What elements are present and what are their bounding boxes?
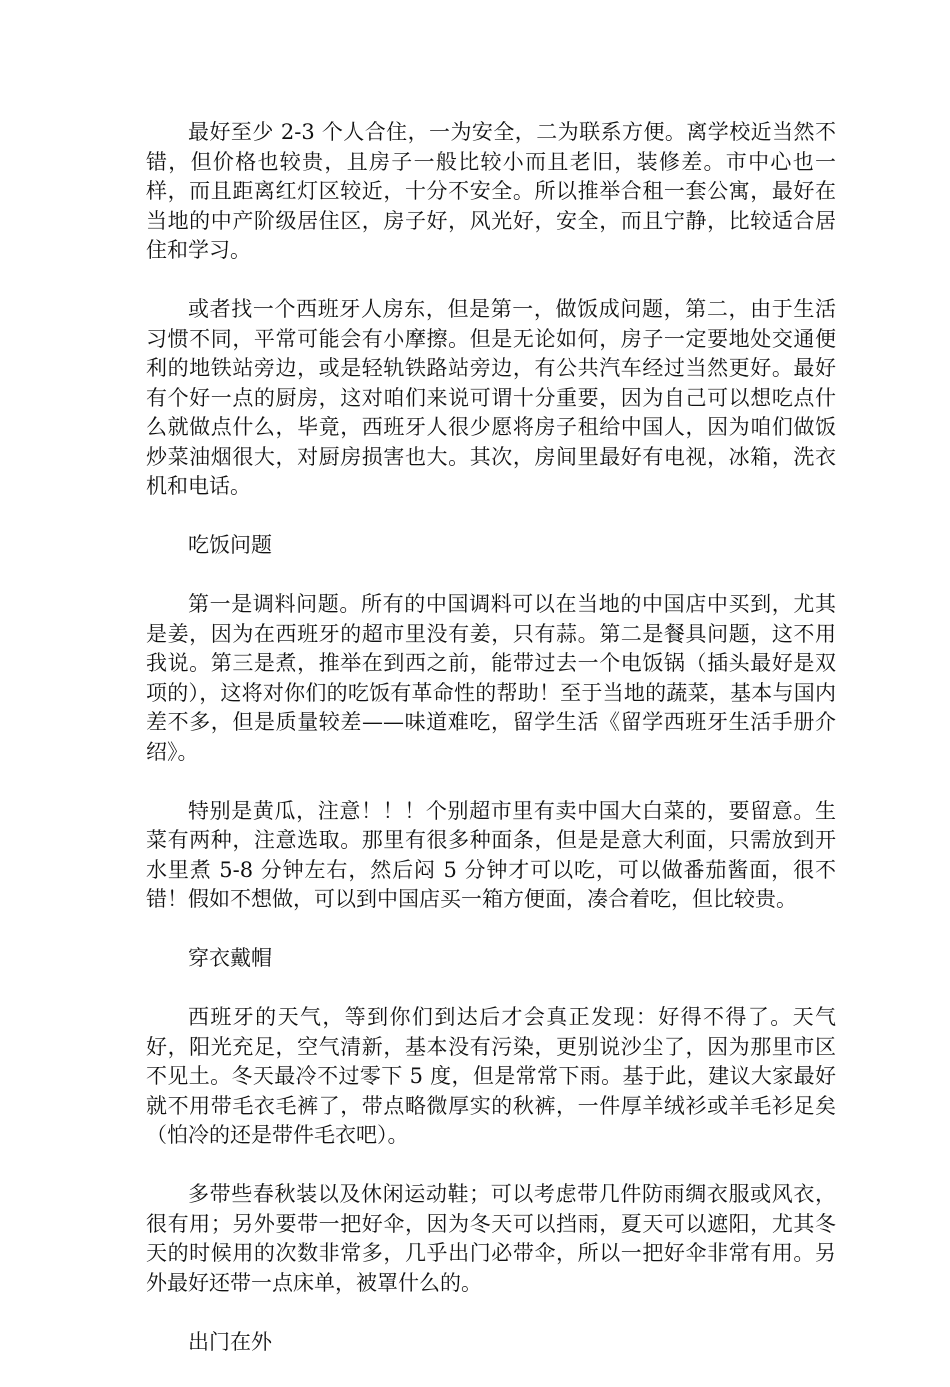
- heading-clothing: 穿衣戴帽: [188, 946, 272, 970]
- paragraph-clothing-weather: 西班牙的天气，等到你们到达后才会真正发现：好得不得了。天气好，阳光充足，空气清新，基本没有污染，更别说沙尘了，因为那里市区不见土。冬天最冷不过零下 5 度，但是常常下雨。基于此，建议大家最好就不用带毛衣毛裤了，带点略微厚实的秋裤，一件厚羊绒衫或羊毛衫足矣（怕冷的还是带件毛衣吧）。: [146, 1005, 836, 1147]
- paragraph-eating-seasoning: 第一是调料问题。所有的中国调料可以在当地的中国店中买到，尤其是姜，因为在西班牙的超市里没有姜，只有蒜。第二是餐具问题，这不用我说。第三是煮，推举在到西之前，能带过去一个电饭锅（插头最好是双项的），这将对你们的吃饭有革命性的帮助！至于当地的蔬菜，基本与国内差不多，但是质量较差——味道难吃，留学生活《留学西班牙生活手册介绍》。: [146, 592, 836, 764]
- heading-eating: 吃饭问题: [188, 533, 272, 557]
- paragraph-clothing-items: 多带些春秋装以及休闲运动鞋；可以考虑带几件防雨绸衣服或风衣，很有用；另外要带一把好伞，因为冬天可以挡雨，夏天可以遮阳，尤其冬天的时候用的次数非常多，几乎出门必带伞，所以一把好伞非常有用。另外最好还带一点床单，被罩什么的。: [146, 1182, 836, 1295]
- paragraph-housing-landlord: 或者找一个西班牙人房东，但是第一，做饭成问题，第二，由于生活习惯不同，平常可能会有小摩擦。但是无论如何，房子一定要地处交通便利的地铁站旁边，或是轻轨铁路站旁边，有公共汽车经过当然更好。最好有个好一点的厨房，这对咱们来说可谓十分重要，因为自己可以想吃点什么就做点什么，毕竟，西班牙人很少愿将房子租给中国人，因为咱们做饭炒菜油烟很大，对厨房损害也大。其次，房间里最好有电视，冰箱，洗衣机和电话。: [146, 297, 836, 498]
- document-body: [146, 118, 836, 1387]
- heading-going-out: 出门在外: [188, 1329, 272, 1354]
- paragraph-eating-vegetables: 特别是黄瓜，注意！！！个别超市里有卖中国大白菜的，要留意。生菜有两种，注意选取。那里有很多种面条，但是是意大利面，只需放到开水里煮 5-8 分钟左右，然后闷 5 分钟才可以吃，可以做番茄酱面，很不错！假如不想做，可以到中国店买一箱方便面，凑合着吃，但比较贵。: [146, 798, 836, 911]
- paragraph-housing-shared: 最好至少 2-3 个人合住，一为安全，二为联系方便。离学校近当然不错，但价格也较贵，且房子一般比较小而且老旧，装修差。市中心也一样，而且距离红灯区较近，十分不安全。所以推举合租一套公寓，最好在当地的中产阶级居住区，房子好，风光好，安全，而且宁静，比较适合居住和学习。: [146, 120, 836, 262]
